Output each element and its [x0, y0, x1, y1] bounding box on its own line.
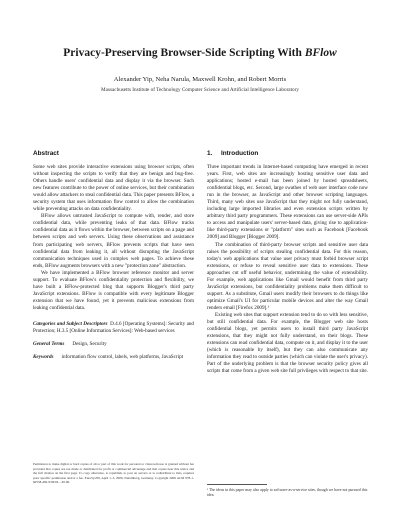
permission-notice: Permission to make digital or hard copies of all or part of this work for personal or classroom use is granted without fee provided that copies are not made or distributed for profit or commercial advantage and that copies bear this notice and the full citation on the first page. To copy otherwise, to republish, to post on servers or to redistribute to lists, requires prior specific permission and/or a fee. EuroSys'09, April 1–3, 2009, Nuremberg, Germany. Copyright 2009 ACM 978-1-60558-482-9/09/04 ...$5.00.	[33, 462, 194, 484]
title-main: Privacy-Preserving Browser-Side Scripting With	[63, 47, 305, 59]
left-column	[33, 150, 194, 361]
general-terms-label: General Terms	[33, 341, 65, 348]
keywords-block	[33, 354, 194, 361]
abstract-heading: Abstract	[33, 150, 59, 157]
intro-paragraph: Three important trends in Internet-based computing have emerged in recent years. First, web sites are increasingly hosting sensitive user data and applications; hosted e-mail has been joined by hosted spreadsheets, confidential blogs, etc. Second, large swathes of web user interface code now run in the browser, as JavaScript and other browser scripting languages. Third, many web sites use JavaScript that they might not fully understand, including large imported libraries and even extension scripts written by arbitrary third party programmers. These extensions can use server-side APIs to access and manipulate users' server-based data, giving rise to application-like third-party extensions or "platform" sites such as Facebook [Facebook 2009] and Blogger [Blogger 2009].	[207, 164, 368, 241]
keywords-label: Keywords	[33, 354, 54, 361]
section-title: Introduction	[221, 150, 259, 157]
categories-label: Categories and Subject Descriptors	[33, 320, 108, 327]
intro-paragraph: The combination of third-party browser scripts and sensitive user data raises the possibility of scripts stealing confidential data. For this reason, today's web applications that value user privacy must forbid browser script extensions, or refuse to reveal sensitive user data to extensions. These approaches cut off useful behavior, undermining the value of extensibility. For example, web applications like Gmail would benefit from third party JavaScript extensions, but confidentiality problems make them difficult to support. As a substitute, Gmail users modify their browsers to do things like optimize Gmail's UI for particular mobile devices and alter the way Gmail renders email [Firefox 2009].¹	[207, 241, 368, 311]
paper-affiliation: Massachusetts Institute of Technology Computer Science and Artificial Intelligence Laboratory	[101, 87, 299, 93]
paper-title	[0, 47, 400, 59]
introduction-heading	[207, 150, 368, 157]
general-terms-text: Design, Security	[72, 341, 107, 348]
general-terms-block	[33, 341, 194, 348]
abstract-paragraph: Some web sites provide interactive extensions using browser scripts, often without inspecting the scripts to verify that they are benign and bug-free. Others handle users' confidential data and display it via the browser. Such new features contribute to the power of online services, but their combination would allow attackers to steal confidential data. This paper presents BFlow, a security system that uses information flow control to allow the combination while preventing attacks on data confidentiality.	[33, 164, 194, 213]
keywords-text: information flow control, labels, web platforms, JavaScript	[61, 354, 184, 361]
abstract-paragraph: BFlow allows untrusted JavaScript to compute with, render, and store confidential data, while preventing leaks of that data. BFlow tracks confidential data as it flows within the browser, between scripts on a page and between scripts and web servers. Using these observations and assistance from participating web servers, BFlow prevents scripts that have seen confidential data from leaking it, all without disrupting the JavaScript communication techniques used in complex web pages. To achieve these ends, BFlow augments browsers with a new "protection zone" abstraction.	[33, 213, 194, 269]
section-number: 1.	[207, 150, 213, 157]
right-column	[207, 150, 368, 375]
categories-block	[33, 321, 194, 335]
paper-authors: Alexander Yip, Neha Narula, Maxwell Krohn, and Robert Morris	[113, 76, 287, 83]
footnote-rule	[207, 484, 267, 485]
categories-text: D.4.6 [Operating Systems]: Security and Protection; H.3.5 [Online Information Services]: Web-based services	[33, 320, 194, 335]
title-italic: BFlow	[304, 47, 337, 59]
intro-paragraph: Existing web sites that support extension tend to do so with less sensitive, but still confidential data. For example, the Blogger web site hosts confidential blogs, yet permits users to install third party JavaScript extensions, that they might not fully understand, on their blogs. These extensions can read confidential data, compute on it, and display it to the user (which is reasonable by itself), but they can also communicate any information they read to outside parties (which can violate the user's privacy). Part of the underlying problem is that the browser security policy gives all scripts that come from a given web site full privileges with respect to that site.	[207, 311, 368, 375]
footnote: ¹ The ideas in this paper may also apply to software-as-a-service sites, though we have not pursued this idea.	[207, 488, 368, 497]
abstract-paragraph: We have implemented a BFlow browser reference monitor and server support. To evaluate BFlow's confidentiality protection and flexibility, we have built a BFlow-protected blog that supports Blogger's third party JavaScript extensions. BFlow is compatible with every legitimate Blogger extension that we have found, yet it prevents malicious extensions from leaking confidential data.	[33, 269, 194, 311]
